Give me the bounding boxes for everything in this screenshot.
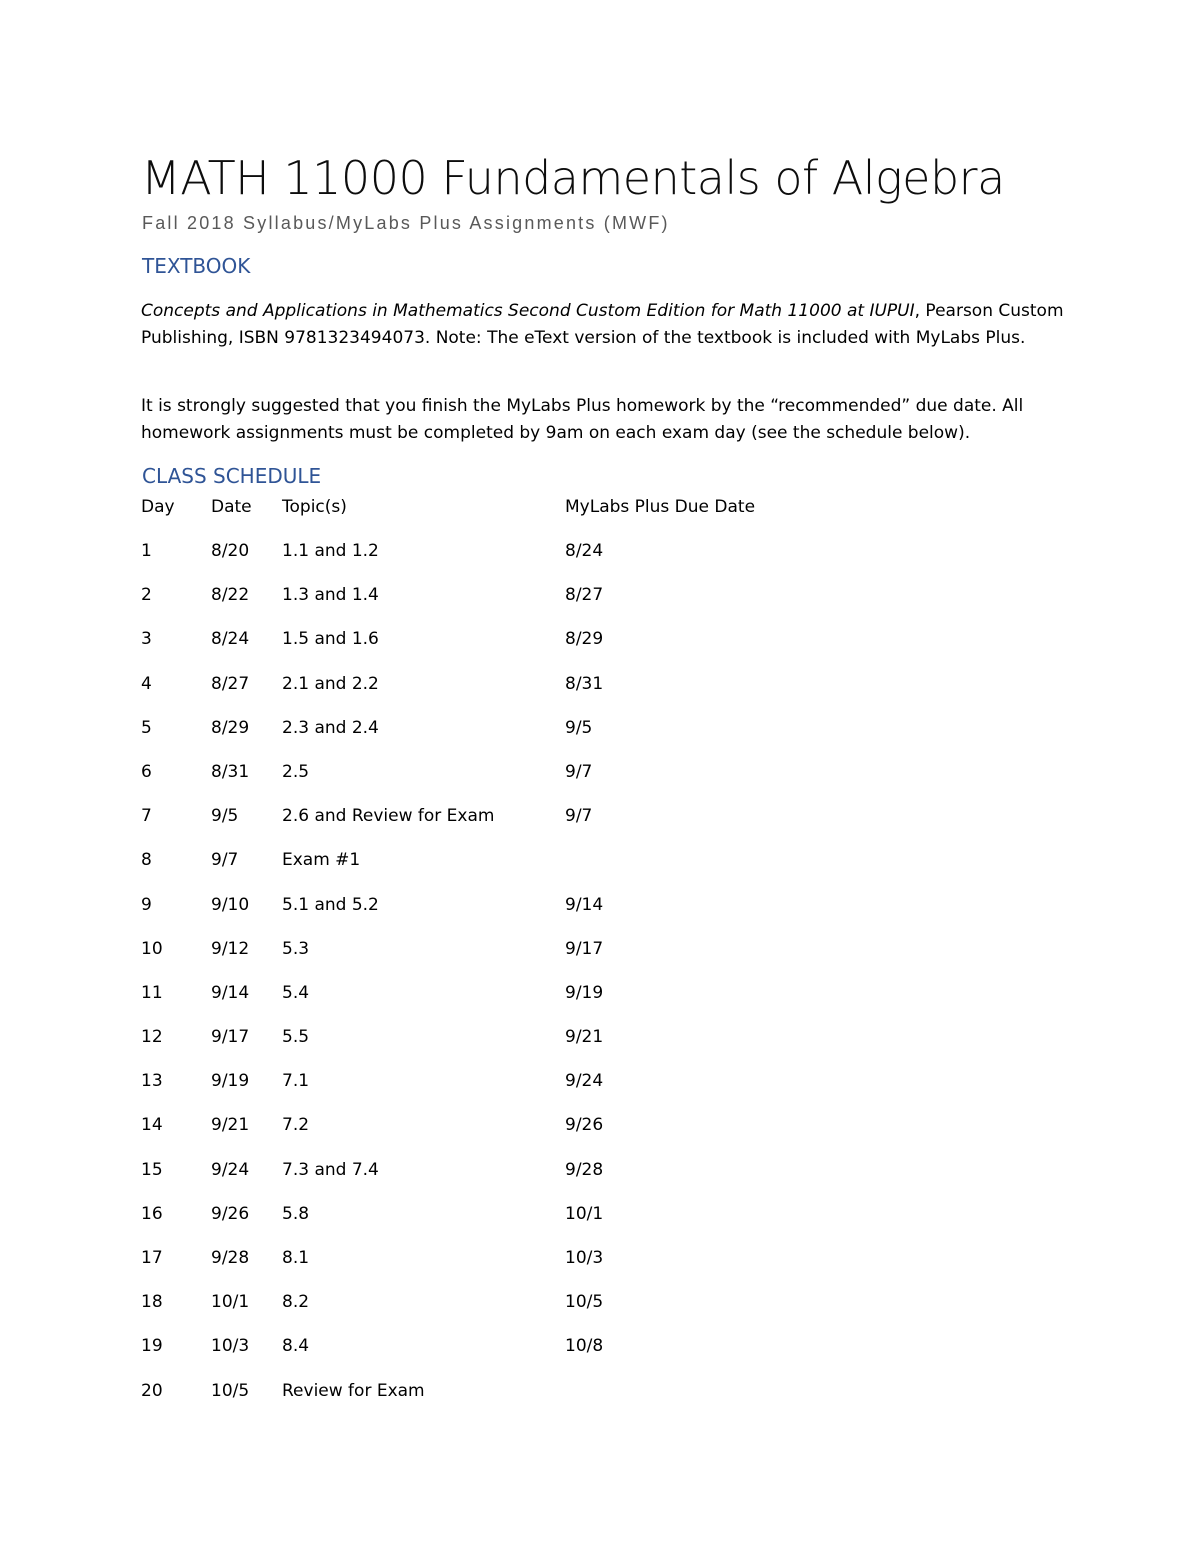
- schedule-date-cell: 9/19: [211, 1071, 250, 1092]
- schedule-row: [141, 847, 841, 873]
- schedule-rows: [141, 538, 841, 1404]
- schedule-row: [141, 1289, 841, 1315]
- schedule-day-cell: 14: [141, 1115, 163, 1136]
- page-subtitle: Fall 2018 Syllabus/MyLabs Plus Assignments (MWF): [142, 213, 670, 233]
- column-header-date: Date: [211, 497, 252, 517]
- schedule-date-cell: 9/24: [211, 1159, 250, 1180]
- schedule-row: [141, 1201, 841, 1227]
- schedule-due-date-cell: 9/7: [565, 806, 593, 827]
- schedule-date-cell: 8/24: [211, 629, 250, 650]
- schedule-date-cell: 9/28: [211, 1248, 250, 1268]
- schedule-topic-cell: 1.5 and 1.6: [282, 629, 379, 650]
- schedule-row: [141, 671, 841, 697]
- schedule-due-date-cell: 9/19: [565, 982, 604, 1003]
- schedule-due-date-cell: 9/17: [565, 938, 604, 959]
- schedule-topic-cell: Review for Exam: [282, 1380, 425, 1401]
- schedule-date-cell: 9/26: [211, 1203, 250, 1224]
- schedule-day-cell: 2: [141, 585, 152, 606]
- schedule-topic-cell: 8.2: [282, 1292, 310, 1313]
- schedule-due-date-cell: 8/29: [565, 629, 604, 650]
- schedule-row: [141, 626, 841, 652]
- textbook-title: Concepts and Applications in Mathematics Second Custom Edition for Math 11000 at IUPUI: [141, 301, 915, 321]
- schedule-day-cell: 12: [141, 1027, 163, 1048]
- schedule-due-date-cell: 10/8: [565, 1336, 604, 1357]
- schedule-topic-cell: 5.8: [282, 1203, 310, 1224]
- schedule-date-cell: 9/17: [211, 1027, 250, 1048]
- schedule-due-date-cell: 10/3: [565, 1248, 604, 1268]
- schedule-day-cell: 16: [141, 1203, 163, 1224]
- schedule-topic-cell: 1.1 and 1.2: [282, 541, 379, 561]
- schedule-topic-cell: 2.5: [282, 761, 310, 782]
- column-header-due-date: MyLabs Plus Due Date: [565, 497, 756, 517]
- schedule-topic-cell: 2.1 and 2.2: [282, 673, 379, 694]
- schedule-topic-cell: 5.1 and 5.2: [282, 894, 379, 915]
- column-header-topics: Topic(s): [282, 497, 347, 517]
- schedule-day-cell: 9: [141, 894, 152, 915]
- schedule-row: [141, 1157, 841, 1183]
- textbook-paragraph: [141, 298, 1066, 351]
- schedule-date-cell: 10/3: [211, 1336, 250, 1357]
- schedule-due-date-cell: 8/31: [565, 673, 604, 694]
- schedule-topic-cell: 8.4: [282, 1336, 310, 1357]
- schedule-day-cell: 13: [141, 1071, 163, 1092]
- schedule-day-cell: 20: [141, 1380, 163, 1401]
- schedule-row: [141, 715, 841, 741]
- schedule-day-cell: 10: [141, 938, 163, 959]
- schedule-row: [141, 936, 841, 962]
- schedule-date-cell: 9/7: [211, 850, 239, 871]
- schedule-row: [141, 892, 841, 918]
- schedule-date-cell: 8/22: [211, 585, 250, 606]
- schedule-heading: CLASS SCHEDULE: [142, 464, 322, 488]
- schedule-row: [141, 803, 841, 829]
- schedule-due-date-cell: 9/5: [565, 717, 593, 738]
- schedule-date-cell: 9/21: [211, 1115, 250, 1136]
- schedule-date-cell: 10/1: [211, 1292, 250, 1313]
- schedule-due-date-cell: 9/14: [565, 894, 604, 915]
- schedule-row: [141, 980, 841, 1006]
- schedule-row: [141, 1245, 841, 1271]
- schedule-date-cell: 9/5: [211, 806, 239, 827]
- schedule-day-cell: 4: [141, 673, 152, 694]
- schedule-date-cell: 9/10: [211, 894, 250, 915]
- schedule-day-cell: 11: [141, 982, 163, 1003]
- schedule-date-cell: 8/29: [211, 717, 250, 738]
- page-title: MATH 11000 Fundamentals of Algebra: [141, 151, 1005, 205]
- schedule-row: [141, 1024, 841, 1050]
- schedule-due-date-cell: 8/24: [565, 541, 604, 561]
- schedule-day-cell: 8: [141, 850, 152, 871]
- schedule-topic-cell: 2.6 and Review for Exam: [282, 806, 495, 827]
- schedule-due-date-cell: 9/21: [565, 1027, 604, 1048]
- schedule-topic-cell: 5.5: [282, 1027, 310, 1048]
- column-header-day: Day: [141, 497, 175, 517]
- homework-note: It is strongly suggested that you finish the MyLabs Plus homework by the “recommended” due date. All homework assignments must be completed by 9am on each exam day (see the schedule below).: [141, 396, 1024, 443]
- schedule-day-cell: 5: [141, 717, 152, 738]
- schedule-topic-cell: 5.3: [282, 938, 310, 959]
- schedule-date-cell: 10/5: [211, 1380, 250, 1401]
- schedule-topic-cell: 7.2: [282, 1115, 310, 1136]
- schedule-day-cell: 17: [141, 1248, 163, 1268]
- schedule-topic-cell: 1.3 and 1.4: [282, 585, 379, 606]
- schedule-row: [141, 1068, 841, 1094]
- schedule-row: [141, 582, 841, 608]
- schedule-due-date-cell: 9/7: [565, 761, 593, 782]
- schedule-topic-cell: 7.3 and 7.4: [282, 1159, 379, 1180]
- schedule-date-cell: 9/14: [211, 982, 250, 1003]
- schedule-date-cell: 9/12: [211, 938, 250, 959]
- schedule-date-cell: 8/20: [211, 541, 250, 561]
- schedule-due-date-cell: 8/27: [565, 585, 604, 606]
- schedule-due-date-cell: 10/5: [565, 1292, 604, 1313]
- schedule-due-date-cell: 10/1: [565, 1203, 604, 1224]
- schedule-due-date-cell: 9/26: [565, 1115, 604, 1136]
- schedule-day-cell: 15: [141, 1159, 163, 1180]
- schedule-date-cell: 8/27: [211, 673, 250, 694]
- schedule-due-date-cell: 9/24: [565, 1071, 604, 1092]
- schedule-day-cell: 1: [141, 541, 152, 561]
- schedule-day-cell: 6: [141, 761, 152, 782]
- schedule-topic-cell: 2.3 and 2.4: [282, 717, 379, 738]
- schedule-topic-cell: 5.4: [282, 982, 310, 1003]
- class-schedule-table: [141, 494, 841, 1422]
- textbook-details: , Pearson Custom Publishing, ISBN 9781323494073. Note: The eText version of the textbook is included with MyLabs Plus.: [141, 301, 1064, 348]
- schedule-topic-cell: 8.1: [282, 1248, 310, 1268]
- schedule-day-cell: 18: [141, 1292, 163, 1313]
- textbook-heading: TEXTBOOK: [142, 254, 251, 278]
- schedule-row: [141, 759, 841, 785]
- schedule-row: [141, 538, 841, 564]
- schedule-row: [141, 1112, 841, 1138]
- schedule-row: [141, 1333, 841, 1359]
- schedule-topic-cell: Exam #1: [282, 850, 361, 871]
- schedule-row: [141, 1378, 841, 1404]
- schedule-day-cell: 7: [141, 806, 152, 827]
- schedule-day-cell: 3: [141, 629, 152, 650]
- schedule-day-cell: 19: [141, 1336, 163, 1357]
- schedule-due-date-cell: 9/28: [565, 1159, 604, 1180]
- schedule-date-cell: 8/31: [211, 761, 250, 782]
- schedule-header-row: [141, 494, 841, 520]
- schedule-topic-cell: 7.1: [282, 1071, 310, 1092]
